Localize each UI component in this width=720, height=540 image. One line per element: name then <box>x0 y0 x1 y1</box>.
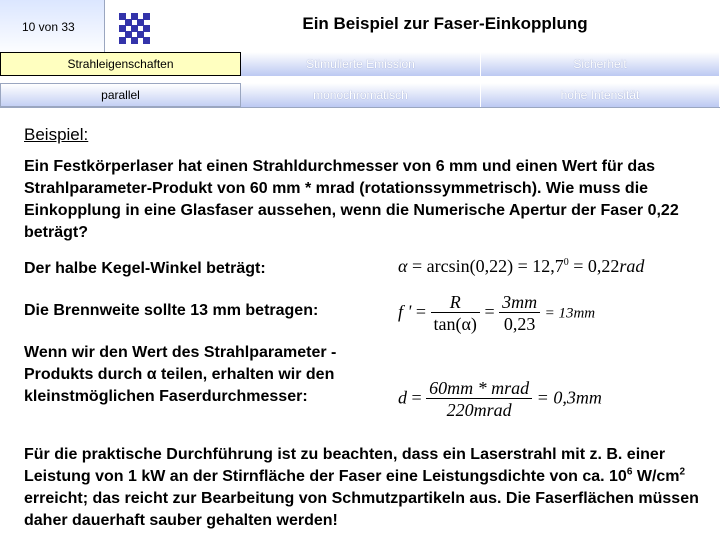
formula-focal-fraction2 <box>499 292 540 335</box>
formula-diameter-num: 60mm * mrad <box>426 378 532 399</box>
divider <box>0 107 720 108</box>
outro-mid: W/cm <box>632 468 680 485</box>
focal-length-label: Die Brennweite sollte 13 mm betragen: <box>24 302 319 319</box>
min-diameter-text-post: teilen, erhalten wir den kleinstmöglichen Faserdurchmesser: <box>24 366 335 405</box>
formula-focal-result: = 13mm <box>544 305 596 322</box>
formula-focal-length: f ' = $\frac{R}{\tan(\alpha)}$ = $\frac{3mm}{0,23}$ = 13mm <box>398 292 596 334</box>
min-diameter-text-pre: Wenn wir den Wert des Strahlparameter -Produkts durch <box>24 344 337 383</box>
alpha-symbol: α <box>146 366 157 383</box>
slide-title: Ein Beispiel zur Faser-Einkopplung <box>302 14 588 33</box>
tab-monochromatisch[interactable]: monochromatisch <box>241 83 481 107</box>
min-diameter-paragraph <box>24 342 384 408</box>
formula-focal-lhs: f ' <box>398 301 412 322</box>
intro-paragraph: Ein Festkörperlaser hat einen Strahldurchmesser von 6 mm und einen Wert für das Strahlparameter-Produkt von 60 mm * mrad (rotationssymmetrisch). Wie muss die Einkopplung in eine Glasfaser aussehen, wenn die Numerische Apertur der Faser 0,22 beträgt? <box>24 158 679 241</box>
formula-diameter-fraction <box>426 378 532 421</box>
outro-pre: Für die praktische Durchführung ist zu beachten, dass ein Laserstrahl mit z. B. einer Leistung von 1 kW an der Stirnfläche der Faser eine Leistungsdichte von ca. 10 <box>24 446 666 485</box>
formula-focal-den1: tan(α) <box>433 314 477 334</box>
formula-diameter-result: = 0,3mm <box>536 387 602 408</box>
formula-focal-den2: 0,23 <box>503 314 536 334</box>
page-indicator-box <box>0 0 105 57</box>
practical-note-paragraph <box>24 444 714 532</box>
formula-focal-fraction1 <box>431 292 480 335</box>
outro-exponent: 6 <box>626 466 633 478</box>
outro-post: erreicht; das reicht zur Bearbeitung von Schmutzpartikeln aus. Die Faserflächen müssen daher dauerhaft sauber gehalten werden! <box>24 490 699 529</box>
formula-diameter-lhs: d <box>398 387 407 408</box>
formula-angle <box>398 256 644 277</box>
formula-angle-unit: rad <box>619 256 645 276</box>
formula-angle-degree: 0 <box>563 257 569 268</box>
tab-strahleigenschaften[interactable]: Strahleigenschaften <box>0 52 241 76</box>
tab-parallel[interactable]: parallel <box>0 83 241 107</box>
logo-icon <box>119 13 151 45</box>
tab-stimulierte-emission[interactable]: Stimulierte Emission <box>241 52 481 76</box>
half-cone-angle-label: Der halbe Kegel-Winkel beträgt: <box>24 260 266 277</box>
formula-diameter-den: 220mrad <box>446 400 512 420</box>
tab-hohe-intensitaet[interactable]: hohe Intensität <box>481 83 720 107</box>
page-indicator: 10 von 33 <box>22 20 75 34</box>
formula-angle-eq1: = arcsin(0,22) = 12,7 <box>407 256 564 276</box>
example-heading: Beispiel: <box>24 125 89 144</box>
outro-exponent2: 2 <box>679 466 686 478</box>
formula-focal-num2: 3mm <box>499 292 540 313</box>
formula-diameter: d = $\frac{\text{60mm * mrad}}{\text{220mrad}}$ = 0,3mm <box>398 378 602 420</box>
formula-angle-lhs: α <box>398 256 408 276</box>
tab-sicherheit[interactable]: Sicherheit <box>481 52 720 76</box>
formula-focal-num1: R <box>431 292 480 313</box>
formula-angle-eq2: = 0,22 <box>568 256 620 276</box>
